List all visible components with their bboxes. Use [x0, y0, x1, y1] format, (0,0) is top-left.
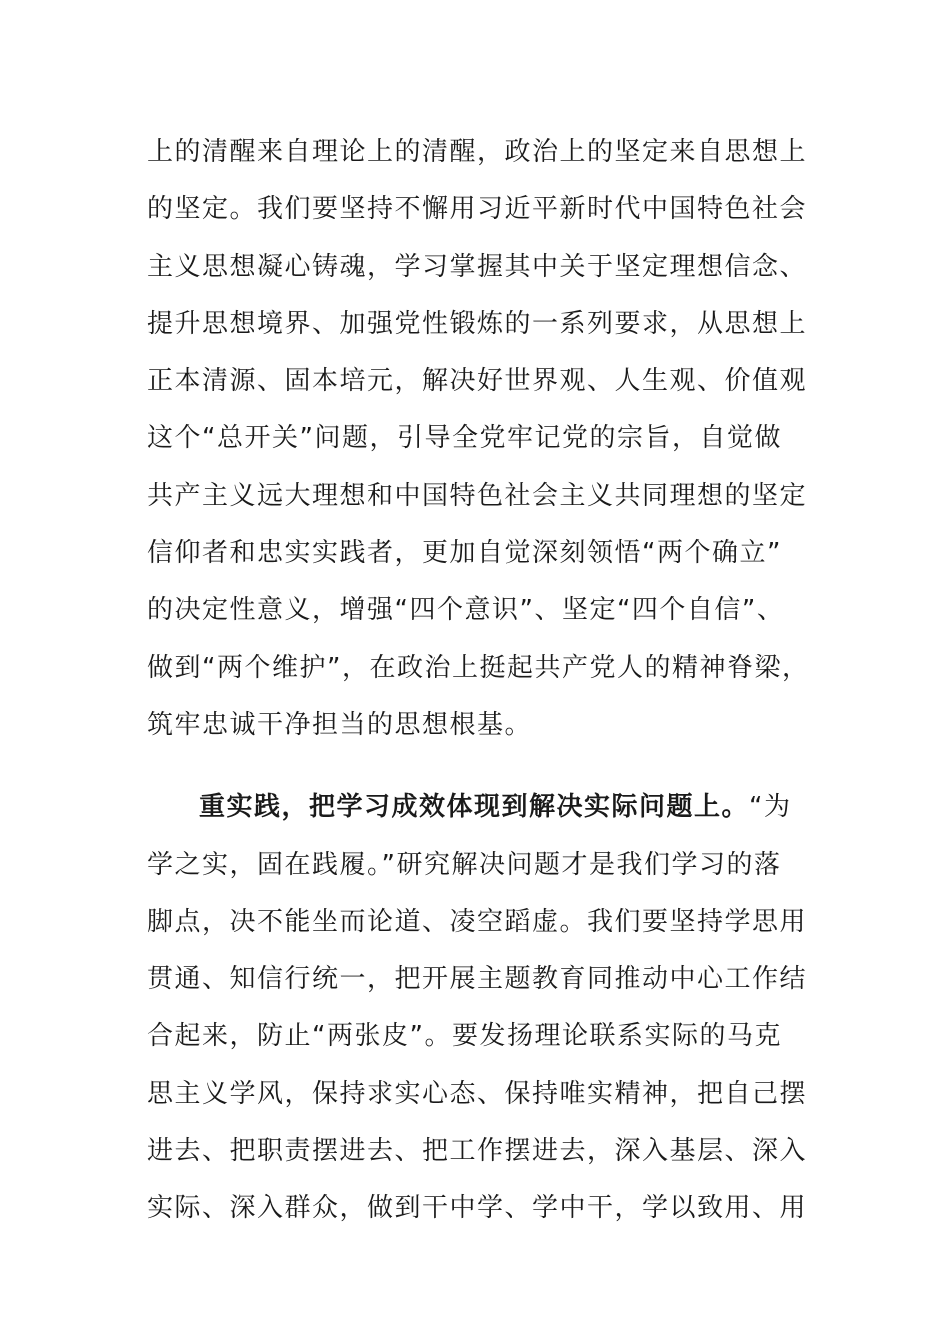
text-line: 提升思想境界、加强党性锻炼的一系列要求，从思想上: [147, 308, 808, 339]
text-line: 实际、深入群众，做到干中学、学中干，学以致用、用: [147, 1193, 808, 1224]
paragraph-heading: 重实践，把学习成效体现到解决实际问题上。: [199, 792, 750, 823]
text-line: 思主义学风，保持求实心态、保持唯实精神，把自己摆: [147, 1078, 808, 1109]
text-line: 信仰者和忠实实践者，更加自觉深刻领悟“两个确立”: [147, 538, 782, 569]
text-line: 贯通、知信行统一，把开展主题教育同推动中心工作结: [147, 964, 808, 995]
paragraph-practice: [147, 779, 827, 1237]
text-run: “为: [749, 792, 792, 823]
document-body: [147, 124, 827, 1238]
text-line: 合起来，防止“两张皮”。要发扬理论联系实际的马克: [147, 1021, 782, 1052]
text-line: 这个“总开关”问题，引导全党牢记党的宗旨，自觉做: [147, 423, 782, 454]
text-line: 上的清醒来自理论上的清醒，政治上的坚定来自思想上: [147, 137, 808, 167]
text-line: 主义思想凝心铸魂，学习掌握其中关于坚定理想信念、: [147, 251, 808, 282]
text-line: 筑牢忠诚干净担当的思想根基。: [147, 709, 533, 740]
text-line: 进去、把职责摆进去、把工作摆进去，深入基层、深入: [147, 1136, 808, 1167]
text-line: 学之实，固在践履。”研究解决问题才是我们学习的落: [147, 849, 782, 880]
text-line: 共产主义远大理想和中国特色社会主义共同理想的坚定: [147, 480, 808, 511]
paragraph-theory: [147, 124, 827, 754]
text-line: 的决定性意义，增强“四个意识”、坚定“四个自信”、: [147, 595, 785, 626]
text-line: 的坚定。我们要坚持不懈用习近平新时代中国特色社会: [147, 194, 808, 225]
paragraph-spacer: [147, 754, 827, 779]
text-line: 正本清源、固本培元，解决好世界观、人生观、价值观: [147, 366, 808, 397]
text-line: 脚点，决不能坐而论道、凌空蹈虚。我们要坚持学思用: [147, 906, 808, 937]
paragraph-first-line: [147, 779, 827, 836]
text-line: 做到“两个维护”，在政治上挺起共产党人的精神脊梁，: [147, 652, 810, 683]
